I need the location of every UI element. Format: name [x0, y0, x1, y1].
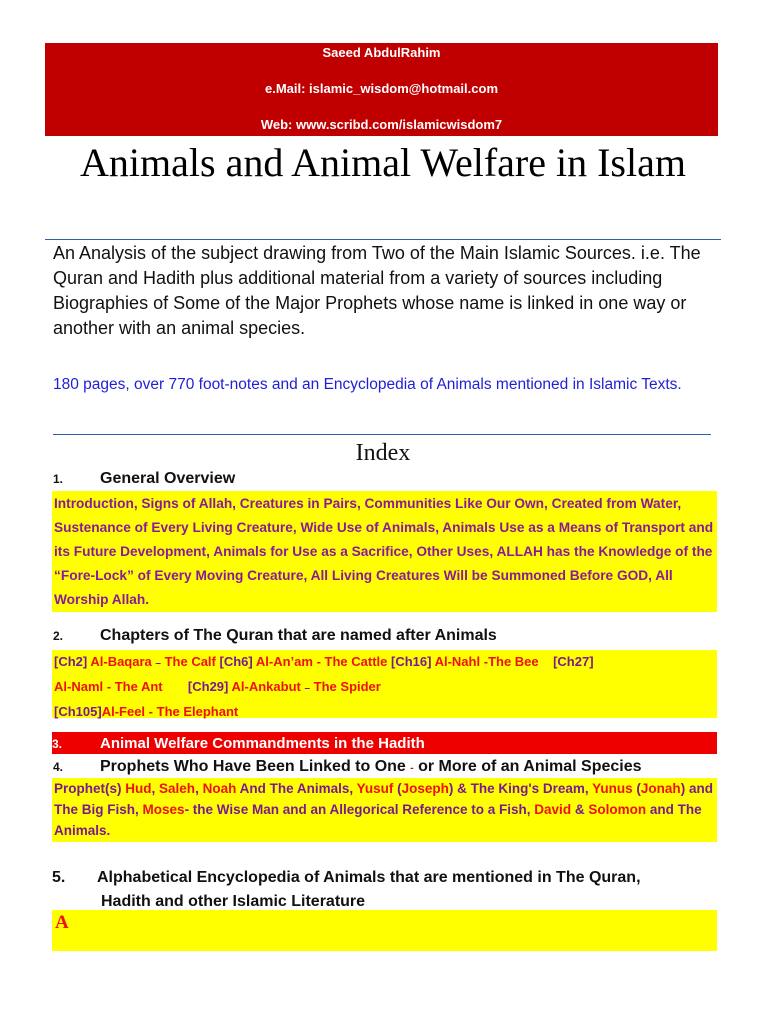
body-text: & The King's Dream,	[457, 781, 589, 796]
body-text: &	[574, 802, 585, 817]
chapter-name: Al-Nahl	[434, 654, 481, 669]
intro-paragraph: An Analysis of the subject drawing from Two of the Main Islamic Sources. i.e. The Quran and Hadith plus additional material from a variety of sources including Biographies of Some of the Major Prophets whose name is linked in one way or another with an animal species.	[53, 243, 701, 338]
intro-divider	[53, 434, 711, 435]
title-divider	[45, 239, 721, 240]
chapter-ref: [Ch6]	[219, 654, 253, 669]
author-name: Saeed AbdulRahim	[322, 45, 441, 60]
body-text: And The Animals,	[239, 781, 354, 796]
separator: –	[304, 683, 311, 694]
separator: -	[106, 679, 112, 694]
chapter-name: Al-Baqara	[90, 654, 152, 669]
separator: -	[316, 654, 321, 669]
section-1-body: Introduction, Signs of Allah, Creatures in Pairs, Communities Like Our Own, Created from Water, Sustenance of Every Living Creature, Wide Use of Animals, Animals Use as a Means of Transport and its Future Development, Animals for Use as a Sacrifice, Other Uses, ALLAH has the Knowledge of the “Fore-Lock” of Every Moving Creature, All Living Creatures Will be Summoned Before GOD, All Worship Allah.	[52, 491, 717, 612]
section-number: 4.	[53, 760, 64, 774]
section-5-heading	[52, 866, 722, 914]
section-number: 5.	[52, 869, 66, 886]
chapter-line-3	[54, 700, 717, 723]
chapter-meaning: The Ant	[114, 679, 163, 694]
prophet-name: David	[534, 802, 572, 817]
encyclopedia-letter-block	[52, 910, 717, 951]
section-title: Animal Welfare Commandments in the Hadith	[100, 735, 425, 752]
chapter-ref: [Ch27]	[553, 654, 594, 669]
prophet-name: Solomon	[588, 802, 647, 817]
section-number: 2.	[53, 629, 64, 643]
prophet-name: Jonah	[640, 781, 681, 796]
body-text: and The Animals.	[54, 802, 702, 838]
section-title: General Overview	[100, 470, 236, 487]
prophet-name: Hud	[125, 781, 152, 796]
chapter-ref: [Ch2]	[54, 654, 88, 669]
body-text: Prophet(s)	[54, 781, 122, 796]
section-title-continued: or More of an Animal Species	[418, 758, 642, 775]
index-heading: Index	[355, 440, 411, 466]
section-2-body	[52, 650, 717, 718]
chapter-ref: [Ch29]	[187, 679, 229, 694]
chapter-meaning: The Elephant	[156, 704, 239, 719]
section-title: Prophets Who Have Been Linked to One	[100, 758, 406, 775]
chapter-line-2	[54, 675, 717, 700]
chapter-name: Al-Feel	[101, 704, 146, 719]
separator: –	[155, 658, 161, 669]
prophet-name: Joseph	[401, 781, 449, 796]
section-3-heading	[52, 732, 717, 754]
body-text: - the Wise Man and an Allegorical Reference to a Fish,	[184, 802, 531, 817]
author-banner	[45, 43, 718, 136]
prophet-name: Moses	[142, 802, 185, 817]
encyclopedia-letter: A	[55, 912, 69, 933]
section-number: 1.	[53, 472, 64, 486]
author-web[interactable]: Web: www.scribd.com/islamicwisdom7	[260, 117, 503, 132]
section-2-heading	[53, 627, 497, 645]
chapter-meaning: The Calf	[164, 654, 216, 669]
section-1-heading	[53, 470, 235, 488]
section-4-heading	[53, 758, 642, 776]
separator: -	[410, 763, 414, 774]
chapter-name: Al-Naml	[54, 679, 104, 694]
separator: -	[483, 654, 489, 669]
document-title: Animals and Animal Welfare in Islam	[80, 140, 686, 185]
section-title-continued: Hadith and other Islamic Literature	[101, 893, 366, 910]
body-text: and The Big Fish,	[54, 781, 713, 817]
prophet-name: Saleh	[159, 781, 196, 796]
section-number: 3.	[52, 737, 63, 751]
author-email[interactable]: e.Mail: islamic_wisdom@hotmail.com	[264, 81, 499, 96]
chapter-ref: [Ch16]	[391, 654, 432, 669]
chapter-meaning: The Spider	[313, 679, 381, 694]
chapter-ref: [Ch105]	[54, 704, 102, 719]
chapter-meaning: The Cattle	[324, 654, 388, 669]
chapter-name: Al-Ankabut	[231, 679, 301, 694]
chapter-line-1	[54, 650, 717, 675]
chapter-name: Al-An’am	[255, 654, 313, 669]
section-title: Alphabetical Encyclopedia of Animals that are mentioned in The Quran,	[97, 869, 641, 886]
section-4-body: Prophet(s) Hud, Saleh, Noah And The Animals, Yusuf (Joseph) & The King's Dream, Yunus (Jonah) and The Big Fish, Moses- the Wise Man and an Allegorical Reference to a Fish, David & Solomon and The Animals.	[52, 778, 717, 842]
prophet-name: Noah	[202, 781, 237, 796]
intro-summary: 180 pages, over 770 foot-notes and an Encyclopedia of Animals mentioned in Islamic Texts.	[53, 376, 682, 393]
separator: -	[148, 704, 153, 719]
prophet-name: Yusuf	[356, 781, 394, 796]
chapter-meaning: The Bee	[488, 654, 539, 669]
prophet-name: Yunus	[592, 781, 633, 796]
section-title: Chapters of The Quran that are named after Animals	[100, 627, 497, 644]
